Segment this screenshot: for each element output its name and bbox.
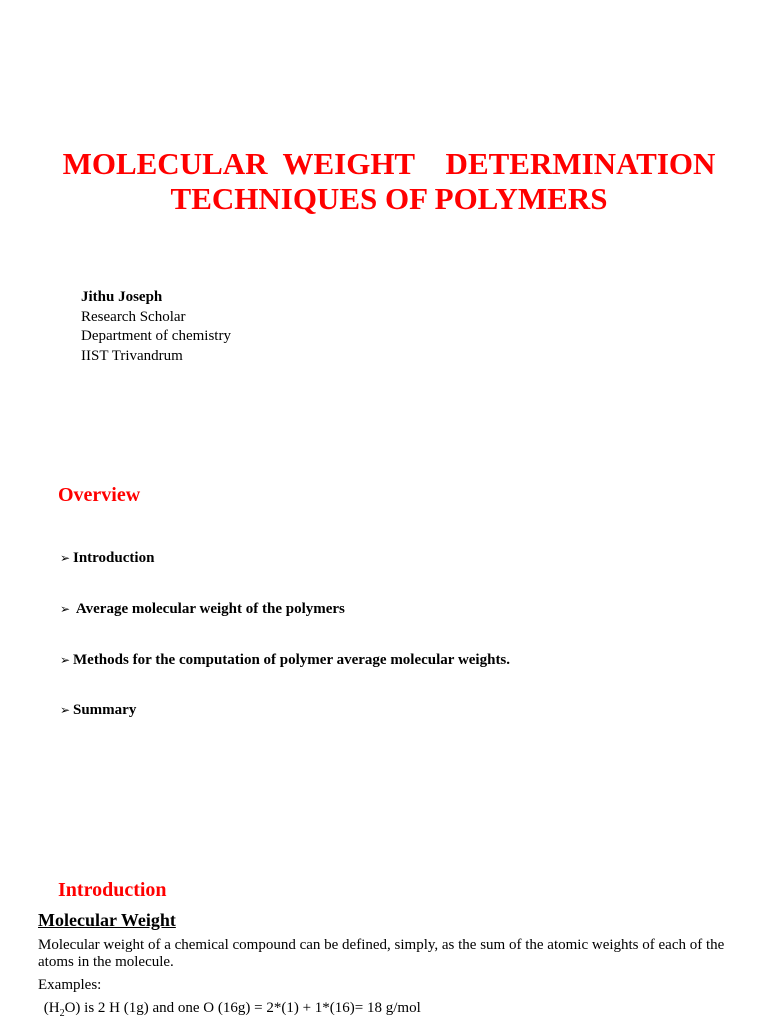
bullet-arrow-icon: ➢ bbox=[60, 653, 71, 667]
author-institution: IIST Trivandrum bbox=[81, 347, 183, 364]
overview-item-label: Methods for the computation of polymer average molecular weights. bbox=[73, 652, 511, 668]
author-name: Jithu Joseph bbox=[81, 289, 163, 305]
overview-heading: Overview bbox=[58, 484, 141, 506]
formula-subscript: 2 bbox=[59, 1008, 65, 1019]
overview-item-label: Average molecular weight of the polymers bbox=[73, 601, 345, 617]
formula-open: (H bbox=[40, 1000, 60, 1016]
author-department: Department of chemistry bbox=[81, 328, 231, 344]
title-line-2: TECHNIQUES OF POLYMERS bbox=[170, 181, 608, 216]
overview-item bbox=[60, 702, 136, 719]
overview-item bbox=[60, 601, 345, 618]
introduction-heading: Introduction bbox=[58, 879, 167, 901]
molecular-weight-definition: Molecular weight of a chemical compound can be defined, simply, as the sum of the atomic weights of each of the atoms in the molecule. bbox=[38, 937, 725, 970]
water-formula-example bbox=[40, 1000, 421, 1019]
formula-rest: O) is 2 H (1g) and one O (16g) = 2*(1) + 1*(16)= 18 g/mol bbox=[64, 1000, 421, 1016]
overview-item bbox=[60, 550, 154, 567]
title-line-1: MOLECULAR WEIGHT DETERMINATION bbox=[62, 146, 716, 181]
examples-label: Examples: bbox=[38, 977, 102, 993]
document-title bbox=[0, 146, 768, 216]
overview-item-label: Summary bbox=[73, 702, 137, 718]
author-role: Research Scholar bbox=[81, 308, 186, 325]
bullet-arrow-icon: ➢ bbox=[60, 703, 71, 717]
overview-item bbox=[60, 652, 510, 669]
author-block bbox=[81, 288, 231, 366]
molecular-weight-subheading: Molecular Weight bbox=[38, 910, 176, 930]
overview-item-label: Introduction bbox=[73, 550, 155, 566]
bullet-arrow-icon: ➢ bbox=[60, 551, 71, 565]
bullet-arrow-icon: ➢ bbox=[60, 602, 71, 616]
